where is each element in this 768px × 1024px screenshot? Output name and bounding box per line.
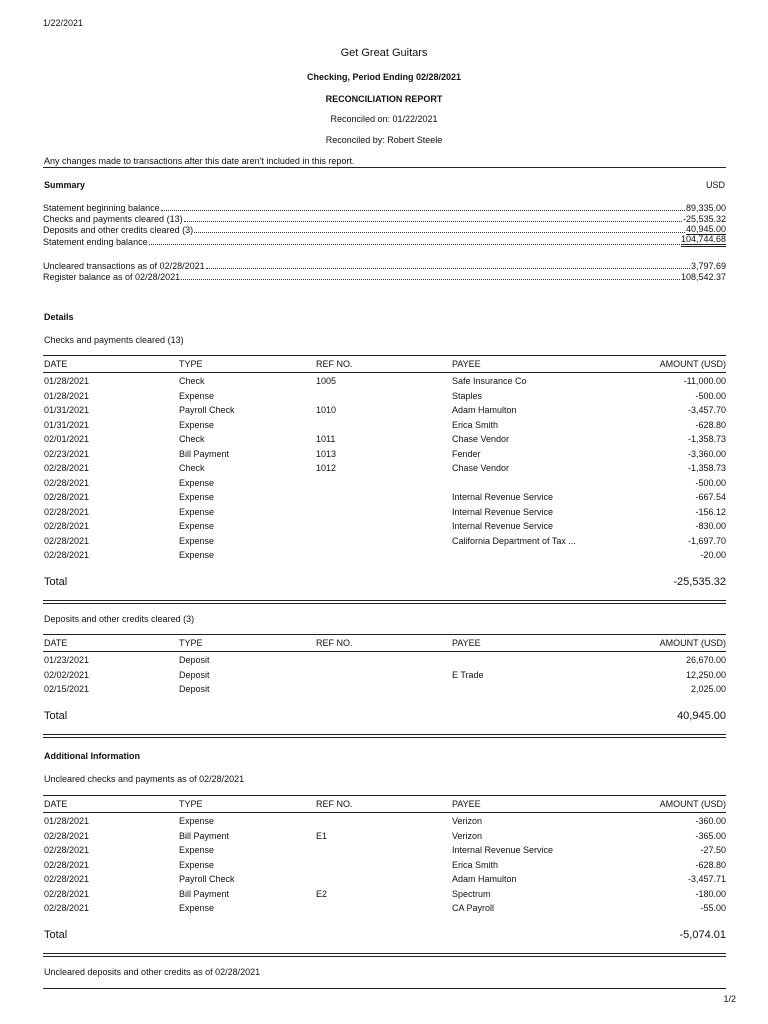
row-payee: Verizon <box>452 830 483 841</box>
row-type: Expense <box>179 477 215 488</box>
row-amount: 12,250.00 <box>685 669 726 680</box>
row-date: 02/28/2021 <box>44 492 90 502</box>
summary-label: Register balance as of 02/28/2021 <box>43 272 181 282</box>
row-type: Expense <box>179 521 215 531</box>
row-payee: Internal Revenue Service <box>452 506 554 517</box>
additional-title: Additional Information <box>44 751 140 761</box>
table-row <box>43 652 726 667</box>
summary-amount: 104,744.68 <box>681 234 726 247</box>
row-payee: Fender <box>452 448 481 459</box>
row-ref: 1012 <box>316 463 337 473</box>
page-number: 1/2 <box>723 994 736 1004</box>
row-amount: -3,457.70 <box>687 405 726 415</box>
summary-currency: USD <box>705 180 725 190</box>
row-type: Payroll Check <box>179 874 235 884</box>
row-payee: Staples <box>452 390 483 401</box>
uncleared-total-label: Total <box>44 929 68 941</box>
divider <box>43 953 726 957</box>
summary-line <box>43 213 726 224</box>
row-date: 02/28/2021 <box>44 874 90 884</box>
uncleared-total-amount: -5,074.01 <box>679 929 726 941</box>
summary-title: Summary <box>44 180 86 190</box>
row-amount: -3,457.71 <box>687 874 726 884</box>
row-amount: 26,670.00 <box>685 655 726 665</box>
row-ref: 1011 <box>316 434 336 444</box>
checks-total-label: Total <box>44 576 68 588</box>
deposits-total-amount: 40,945.00 <box>677 710 726 722</box>
row-type: Expense <box>179 859 215 870</box>
row-amount: -27.50 <box>700 845 726 855</box>
divider <box>43 988 726 989</box>
row-date: 02/28/2021 <box>44 830 90 841</box>
deposits-total-label: Total <box>44 710 68 722</box>
row-payee: Chase Vendor <box>452 434 510 444</box>
summary-label: Statement beginning balance <box>43 203 160 213</box>
account-period: Checking, Period Ending 02/28/2021 <box>306 72 462 82</box>
table-row <box>43 900 726 915</box>
row-date: 02/28/2021 <box>44 535 90 546</box>
row-amount: -628.80 <box>695 859 726 870</box>
report-title: RECONCILIATION REPORT <box>325 94 443 104</box>
row-amount: -1,358.73 <box>687 463 726 473</box>
row-type: Check <box>179 463 205 473</box>
col-date: DATE <box>44 359 68 369</box>
row-date: 02/28/2021 <box>44 888 90 899</box>
row-date: 01/23/2021 <box>44 655 90 665</box>
row-amount: -360.00 <box>695 816 726 826</box>
uncleared-checks-title: Uncleared checks and payments as of 02/28/2021 <box>44 774 245 784</box>
table-row <box>43 446 726 461</box>
table-row <box>43 842 726 857</box>
row-payee: Adam Hamulton <box>452 405 517 415</box>
row-type: Payroll Check <box>179 405 235 415</box>
row-payee: Safe Insurance Co <box>452 376 527 386</box>
table-row <box>43 504 726 519</box>
row-payee: E Trade <box>452 669 484 680</box>
table-row <box>43 417 726 432</box>
row-type: Expense <box>179 535 215 546</box>
uncleared-deposits-title: Uncleared deposits and other credits as of 02/28/2021 <box>44 967 261 977</box>
row-date: 02/28/2021 <box>44 859 90 870</box>
row-type: Expense <box>179 845 215 855</box>
row-ref: 1013 <box>316 448 337 459</box>
row-date: 02/28/2021 <box>44 463 90 473</box>
col-type: TYPE <box>179 638 203 648</box>
col-payee: PAYEE <box>452 638 481 648</box>
deposits-table <box>43 634 726 696</box>
details-title: Details <box>44 312 74 322</box>
summary-line <box>43 236 726 247</box>
row-date: 02/01/2021 <box>44 434 90 444</box>
row-date: 02/23/2021 <box>44 448 90 459</box>
row-ref: 1010 <box>316 405 337 415</box>
row-ref: E2 <box>316 888 328 899</box>
row-date: 02/28/2021 <box>44 521 90 531</box>
row-payee: Erica Smith <box>452 419 499 430</box>
row-payee: Internal Revenue Service <box>452 492 554 502</box>
row-amount: 2,025.00 <box>690 684 726 694</box>
row-date: 02/28/2021 <box>44 477 90 488</box>
row-date: 02/28/2021 <box>44 550 90 560</box>
table-row <box>43 388 726 403</box>
row-payee: Verizon <box>452 816 483 826</box>
col-amount: AMOUNT (USD) <box>659 799 726 809</box>
table-header <box>43 634 726 652</box>
checks-section-title: Checks and payments cleared (13) <box>44 335 184 345</box>
row-amount: -500.00 <box>695 390 726 401</box>
row-payee: Adam Hamulton <box>452 874 517 884</box>
row-date: 02/28/2021 <box>44 845 90 855</box>
col-ref: REF NO. <box>316 799 353 809</box>
row-payee: Chase Vendor <box>452 463 510 473</box>
row-ref: E1 <box>316 830 328 841</box>
summary-amount: 3,797.69 <box>690 261 726 271</box>
summary-line <box>43 260 726 271</box>
checks-table <box>43 355 726 562</box>
divider <box>43 600 726 604</box>
row-payee: Spectrum <box>452 888 491 899</box>
row-type: Deposit <box>179 669 210 680</box>
row-amount: -667.54 <box>695 492 726 502</box>
col-payee: PAYEE <box>452 799 481 809</box>
row-type: Expense <box>179 390 215 401</box>
company-name: Get Great Guitars <box>340 47 428 59</box>
table-row <box>43 547 726 562</box>
table-row <box>43 886 726 901</box>
table-row <box>43 857 726 872</box>
table-row <box>43 518 726 533</box>
col-type: TYPE <box>179 359 203 369</box>
table-row <box>43 373 726 388</box>
summary-label: Deposits and other credits cleared (3) <box>43 225 194 235</box>
table-row <box>43 460 726 475</box>
row-type: Expense <box>179 903 215 913</box>
summary-amount: 40,945.00 <box>685 224 726 234</box>
divider <box>43 167 726 168</box>
uncleared-checks-table <box>43 795 726 915</box>
table-row <box>43 667 726 682</box>
row-type: Deposit <box>179 684 210 694</box>
summary-line <box>43 224 726 235</box>
table-row <box>43 681 726 696</box>
summary-amount: 108,542.37 <box>680 272 726 282</box>
notice-text: Any changes made to transactions after this date aren't included in this report. <box>44 156 355 166</box>
table-body <box>43 652 726 696</box>
row-amount: -180.00 <box>695 888 726 899</box>
row-amount: -156.12 <box>695 506 726 517</box>
table-header <box>43 355 726 373</box>
table-row <box>43 813 726 828</box>
summary-amount: 89,335.00 <box>685 203 726 213</box>
divider <box>43 734 726 738</box>
row-type: Deposit <box>179 655 210 665</box>
row-type: Expense <box>179 550 215 560</box>
checks-total-amount: -25,535.32 <box>673 576 726 588</box>
summary-label: Statement ending balance <box>43 237 148 247</box>
summary-line <box>43 271 726 282</box>
row-type: Check <box>179 376 205 386</box>
row-amount: -20.00 <box>700 550 726 560</box>
row-amount: -830.00 <box>695 521 726 531</box>
row-payee: California Department of Tax ... <box>452 535 576 546</box>
reconciled-on: Reconciled on: 01/22/2021 <box>330 114 438 124</box>
table-row <box>43 402 726 417</box>
row-ref: 1005 <box>316 376 337 386</box>
table-row <box>43 431 726 446</box>
row-date: 02/02/2021 <box>44 669 90 680</box>
row-amount: -55.00 <box>700 903 726 913</box>
table-row <box>43 533 726 548</box>
row-type: Expense <box>179 492 215 502</box>
table-row <box>43 828 726 843</box>
row-type: Check <box>179 434 205 444</box>
row-date: 01/28/2021 <box>44 376 90 386</box>
row-type: Expense <box>179 419 215 430</box>
table-body <box>43 373 726 562</box>
row-type: Bill Payment <box>179 888 230 899</box>
row-payee: Internal Revenue Service <box>452 845 554 855</box>
reconciled-by: Reconciled by: Robert Steele <box>325 135 443 145</box>
col-ref: REF NO. <box>316 638 353 648</box>
row-date: 01/31/2021 <box>44 405 90 415</box>
col-date: DATE <box>44 799 68 809</box>
table-header <box>43 795 726 813</box>
print-date: 1/22/2021 <box>43 18 84 28</box>
col-payee: PAYEE <box>452 359 481 369</box>
row-amount: -1,697.70 <box>687 535 726 546</box>
row-type: Bill Payment <box>179 830 230 841</box>
row-type: Expense <box>179 816 215 826</box>
row-payee: CA Payroll <box>452 903 495 913</box>
summary-line <box>43 202 726 213</box>
row-amount: -365.00 <box>695 830 726 841</box>
table-row <box>43 871 726 886</box>
table-body <box>43 813 726 915</box>
row-type: Expense <box>179 506 215 517</box>
summary-label: Uncleared transactions as of 02/28/2021 <box>43 261 205 271</box>
summary-label: Checks and payments cleared (13) <box>43 214 183 224</box>
row-date: 02/28/2021 <box>44 506 90 517</box>
col-date: DATE <box>44 638 68 648</box>
row-payee: Internal Revenue Service <box>452 521 554 531</box>
row-type: Bill Payment <box>179 448 230 459</box>
row-date: 01/28/2021 <box>44 816 90 826</box>
row-amount: -11,000.00 <box>683 376 726 386</box>
col-amount: AMOUNT (USD) <box>659 638 726 648</box>
row-amount: -1,358.73 <box>687 434 726 444</box>
row-date: 01/28/2021 <box>44 390 90 401</box>
table-row <box>43 475 726 490</box>
row-date: 02/28/2021 <box>44 903 90 913</box>
row-amount: -3,360.00 <box>687 448 726 459</box>
col-amount: AMOUNT (USD) <box>659 359 726 369</box>
row-amount: -500.00 <box>695 477 726 488</box>
col-type: TYPE <box>179 799 203 809</box>
row-date: 02/15/2021 <box>44 684 90 694</box>
summary-amount: -25,535.32 <box>682 214 726 224</box>
row-date: 01/31/2021 <box>44 419 90 430</box>
row-amount: -628.80 <box>695 419 726 430</box>
table-row <box>43 489 726 504</box>
deposits-section-title: Deposits and other credits cleared (3) <box>44 614 195 624</box>
col-ref: REF NO. <box>316 359 353 369</box>
row-payee: Erica Smith <box>452 859 499 870</box>
